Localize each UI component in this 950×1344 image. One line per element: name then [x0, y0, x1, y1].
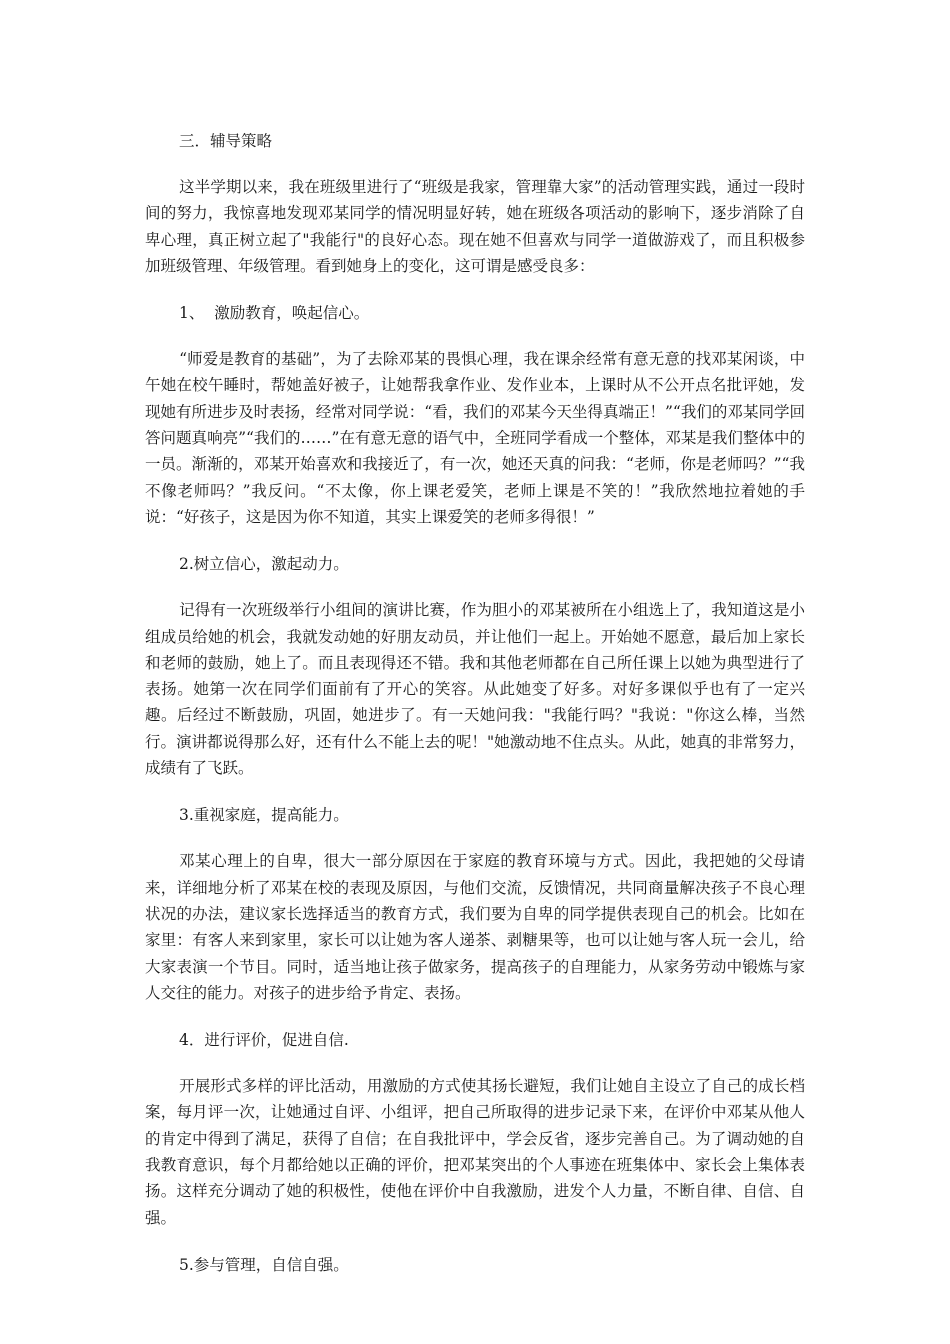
document-body — [145, 128, 805, 1278]
paragraph-3: 邓某心理上的自卑，很大一部分原因在于家庭的教育环境与方式。因此，我把她的父母请来，详细地分析了邓某在校的表现及原因，与他们交流，反馈情况，共同商量解决孩子不良心理状况的办法，建议家长选择适当的教育方式，我们要为自卑的同学提供表现自己的机会。比如在家里：有客人来到家里，家长可以让她为客人递茶、剥糖果等，也可以让她与客人玩一会儿，给大家表演一个节目。同时，适当地让孩子做家务，提高孩子的自理能力，从家务劳动中锻炼与家人交往的能力。对孩子的进步给予肯定、表扬。 — [145, 852, 805, 1002]
paragraph-2: 记得有一次班级举行小组间的演讲比赛，作为胆小的邓某被所在小组选上了，我知道这是小组成员给她的机会，我就发动她的好朋友动员，并让他们一起上。开始她不愿意，最后加上家长和老师的鼓励，她上了。而且表现得还不错。我和其他老师都在自己所任课上以她为典型进行了表扬。她第一次在同学们面前有了开心的笑容。从此她变了好多。对好多课似乎也有了一定兴趣。后经过不断鼓励，巩固，她进步了。有一天她问我："我能行吗？"我说："你这么棒，当然行。演讲都说得那么好，还有什么不能上去的呢！"她激动地不住点头。从此，她真的非常努力，成绩有了飞跃。 — [145, 601, 805, 778]
section-heading-1: 1、 激励教育，唤起信心。 — [179, 304, 370, 323]
section-heading-5: 5.参与管理，自信自强。 — [179, 1255, 349, 1274]
paragraph-1: “师爱是教育的基础”，为了去除邓某的畏惧心理，我在课余经常有意无意的找邓某闲谈，中午她在校午睡时，帮她盖好被子，让她帮我拿作业、发作业本，上课时从不公开点名批评她，发现她有所进步及时表扬，经常对同学说：“看，我们的邓某今天坐得真端正！”“我们的邓某同学回答问题真响亮”“我们的……”在有意无意的语气中，全班同学看成一个整体，邓某是我们整体中的一员。渐渐的，邓某开始喜欢和我接近了，有一次，她还天真的问我：“老师，你是老师吗？”“我不像老师吗？”我反问。“不太像，你上课老爱笑，老师上课是不笑的！”我欣然地拉着她的手说：“好孩子，这是因为你不知道，其实上课爱笑的老师多得很！” — [145, 350, 805, 526]
section-heading-4: 4．进行评价，促进自信. — [179, 1031, 349, 1050]
section-heading-strategy: 三．辅导策略 — [179, 132, 273, 150]
paragraph-4: 开展形式多样的评比活动，用激励的方式使其扬长避短，我们让她自主设立了自己的成长档案，每月评一次，让她通过自评、小组评，把自己所取得的进步记录下来，在评价中邓某从他人的肯定中得到了满足，获得了自信；在自我批评中，学会反省，逐步完善自己。为了调动她的自我教育意识，每个月都给她以正确的评价，把邓某突出的个人事迹在班集体中、家长会上集体表扬。这样充分调动了她的积极性，使他在评价中自我激励，进发个人力量，不断自律、自信、自强。 — [145, 1077, 805, 1227]
section-heading-2: 2.树立信心，激起动力。 — [179, 555, 349, 574]
section-heading-3: 3.重视家庭，提高能力。 — [179, 806, 349, 825]
paragraph-strategy-intro: 这半学期以来，我在班级里进行了“班级是我家，管理靠大家”的活动管理实践，通过一段时间的努力，我惊喜地发现邓某同学的情况明显好转，她在班级各项活动的影响下，逐步消除了自卑心理，真正树立起了"我能行"的良好心态。现在她不但喜欢与同学一道做游戏了，而且积极参加班级管理、年级管理。看到她身上的变化，这可谓是感受良多： — [145, 178, 805, 275]
